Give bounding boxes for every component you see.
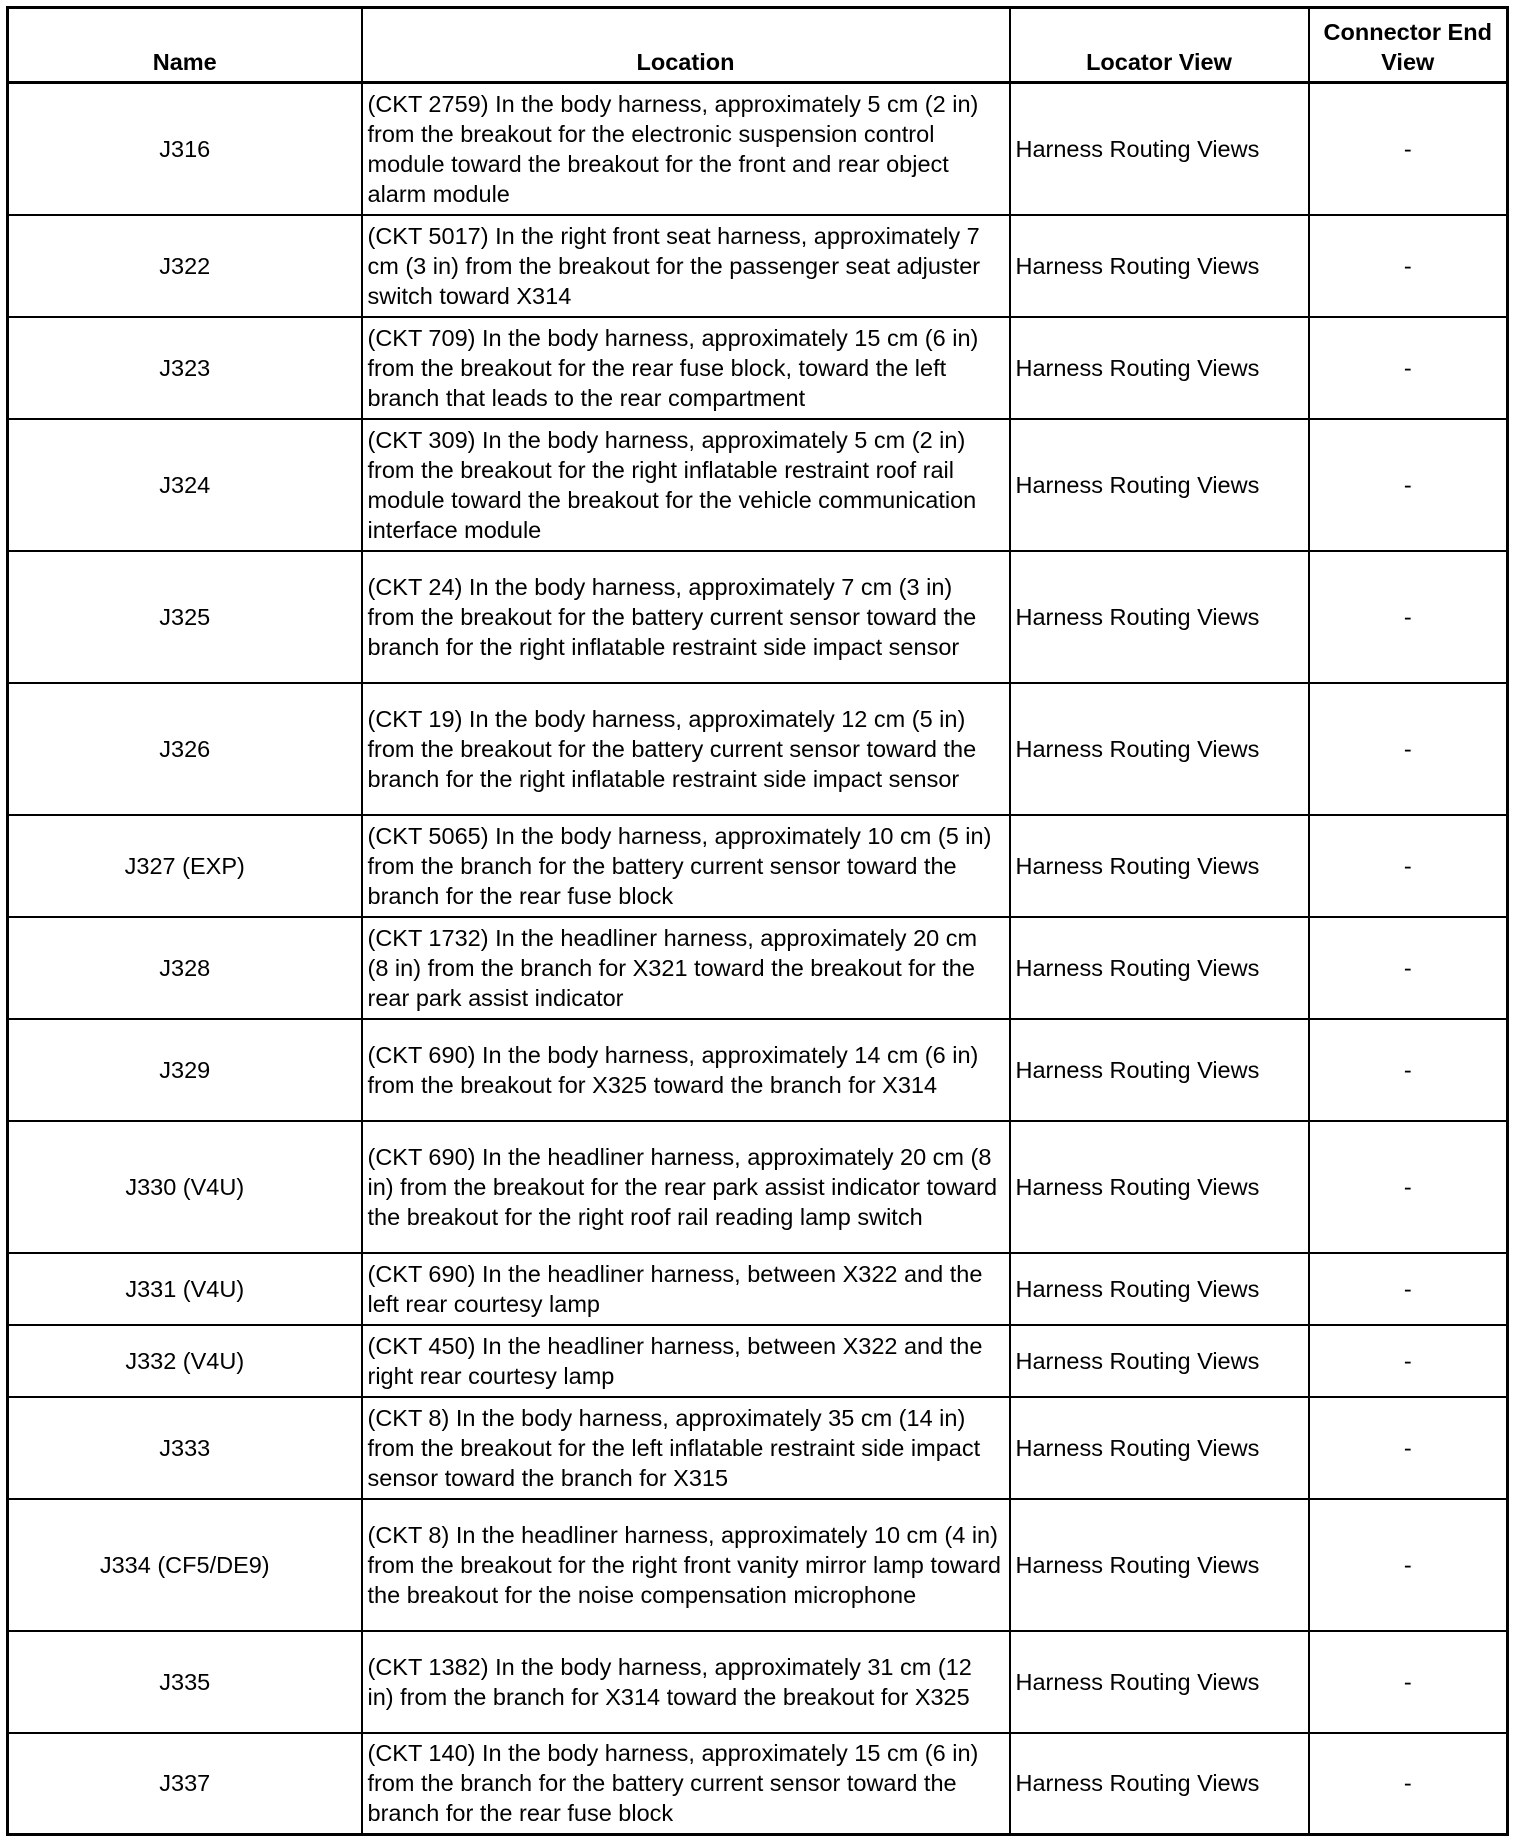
cell-locator-view: Harness Routing Views (1010, 1253, 1309, 1325)
splice-location-table-container (6, 6, 1508, 1836)
cell-locator-view: Harness Routing Views (1010, 215, 1309, 317)
cell-name: J332 (V4U) (8, 1325, 362, 1397)
cell-connector-end-view: - (1309, 215, 1508, 317)
cell-location: (CKT 709) In the body harness, approximately 15 cm (6 in) from the breakout for the rear fuse block, toward the left branch that leads to the rear compartment (362, 317, 1010, 419)
cell-locator-view: Harness Routing Views (1010, 1121, 1309, 1253)
cell-location: (CKT 1382) In the body harness, approximately 31 cm (12 in) from the branch for X314 toward the breakout for X325 (362, 1631, 1010, 1733)
header-locator-view: Locator View (1010, 8, 1309, 83)
cell-connector-end-view: - (1309, 83, 1508, 215)
cell-connector-end-view: - (1309, 1253, 1508, 1325)
cell-name: J326 (8, 683, 362, 815)
table-row (8, 683, 1508, 815)
cell-location: (CKT 8) In the body harness, approximately 35 cm (14 in) from the breakout for the left inflatable restraint side impact sensor toward the branch for X315 (362, 1397, 1010, 1499)
header-name: Name (8, 8, 362, 83)
cell-locator-view: Harness Routing Views (1010, 1397, 1309, 1499)
cell-location: (CKT 2759) In the body harness, approximately 5 cm (2 in) from the breakout for the electronic suspension control module toward the breakout for the front and rear object alarm module (362, 83, 1010, 215)
cell-location: (CKT 309) In the body harness, approximately 5 cm (2 in) from the breakout for the right inflatable restraint roof rail module toward the breakout for the vehicle communication interface module (362, 419, 1010, 551)
table-row (8, 83, 1508, 215)
cell-connector-end-view: - (1309, 1019, 1508, 1121)
cell-name: J335 (8, 1631, 362, 1733)
table-row (8, 419, 1508, 551)
cell-location: (CKT 5065) In the body harness, approximately 10 cm (5 in) from the branch for the battery current sensor toward the branch for the rear fuse block (362, 815, 1010, 917)
header-connector-end-view: Connector End View (1309, 8, 1508, 83)
cell-connector-end-view: - (1309, 815, 1508, 917)
cell-location: (CKT 140) In the body harness, approximately 15 cm (6 in) from the branch for the battery current sensor toward the branch for the rear fuse block (362, 1733, 1010, 1835)
cell-name: J324 (8, 419, 362, 551)
cell-locator-view: Harness Routing Views (1010, 1325, 1309, 1397)
table-row (8, 815, 1508, 917)
table-row (8, 1631, 1508, 1733)
cell-locator-view: Harness Routing Views (1010, 1631, 1309, 1733)
splice-location-table (6, 6, 1509, 1836)
table-row (8, 1325, 1508, 1397)
cell-locator-view: Harness Routing Views (1010, 1019, 1309, 1121)
cell-name: J316 (8, 83, 362, 215)
cell-connector-end-view: - (1309, 917, 1508, 1019)
cell-location: (CKT 24) In the body harness, approximately 7 cm (3 in) from the breakout for the battery current sensor toward the branch for the right inflatable restraint side impact sensor (362, 551, 1010, 683)
cell-location: (CKT 690) In the headliner harness, between X322 and the left rear courtesy lamp (362, 1253, 1010, 1325)
table-row (8, 317, 1508, 419)
cell-locator-view: Harness Routing Views (1010, 83, 1309, 215)
cell-location: (CKT 5017) In the right front seat harness, approximately 7 cm (3 in) from the breakout for the passenger seat adjuster switch toward X314 (362, 215, 1010, 317)
cell-connector-end-view: - (1309, 1499, 1508, 1631)
cell-name: J337 (8, 1733, 362, 1835)
header-location: Location (362, 8, 1010, 83)
table-row (8, 917, 1508, 1019)
cell-location: (CKT 19) In the body harness, approximately 12 cm (5 in) from the breakout for the battery current sensor toward the branch for the right inflatable restraint side impact sensor (362, 683, 1010, 815)
table-row (8, 1019, 1508, 1121)
cell-locator-view: Harness Routing Views (1010, 917, 1309, 1019)
cell-locator-view: Harness Routing Views (1010, 419, 1309, 551)
cell-location: (CKT 690) In the headliner harness, approximately 20 cm (8 in) from the breakout for the rear park assist indicator toward the breakout for the right roof rail reading lamp switch (362, 1121, 1010, 1253)
cell-location: (CKT 1732) In the headliner harness, approximately 20 cm (8 in) from the branch for X321 toward the breakout for the rear park assist indicator (362, 917, 1010, 1019)
cell-connector-end-view: - (1309, 317, 1508, 419)
cell-locator-view: Harness Routing Views (1010, 317, 1309, 419)
cell-connector-end-view: - (1309, 1733, 1508, 1835)
cell-name: J331 (V4U) (8, 1253, 362, 1325)
cell-location: (CKT 450) In the headliner harness, between X322 and the right rear courtesy lamp (362, 1325, 1010, 1397)
cell-name: J333 (8, 1397, 362, 1499)
cell-locator-view: Harness Routing Views (1010, 551, 1309, 683)
cell-locator-view: Harness Routing Views (1010, 815, 1309, 917)
table-row (8, 215, 1508, 317)
cell-connector-end-view: - (1309, 683, 1508, 815)
table-row (8, 1253, 1508, 1325)
cell-name: J328 (8, 917, 362, 1019)
cell-locator-view: Harness Routing Views (1010, 1733, 1309, 1835)
cell-connector-end-view: - (1309, 1631, 1508, 1733)
cell-name: J334 (CF5/DE9) (8, 1499, 362, 1631)
table-row (8, 1733, 1508, 1835)
table-row (8, 1397, 1508, 1499)
table-row (8, 1121, 1508, 1253)
cell-connector-end-view: - (1309, 419, 1508, 551)
cell-locator-view: Harness Routing Views (1010, 683, 1309, 815)
cell-name: J327 (EXP) (8, 815, 362, 917)
cell-name: J329 (8, 1019, 362, 1121)
header-row (8, 8, 1508, 83)
cell-connector-end-view: - (1309, 1121, 1508, 1253)
cell-location: (CKT 690) In the body harness, approximately 14 cm (6 in) from the breakout for X325 toward the branch for X314 (362, 1019, 1010, 1121)
cell-name: J330 (V4U) (8, 1121, 362, 1253)
table-row (8, 551, 1508, 683)
cell-name: J323 (8, 317, 362, 419)
table-row (8, 1499, 1508, 1631)
cell-locator-view: Harness Routing Views (1010, 1499, 1309, 1631)
cell-connector-end-view: - (1309, 551, 1508, 683)
cell-connector-end-view: - (1309, 1325, 1508, 1397)
cell-name: J322 (8, 215, 362, 317)
cell-name: J325 (8, 551, 362, 683)
cell-location: (CKT 8) In the headliner harness, approximately 10 cm (4 in) from the breakout for the right front vanity mirror lamp toward the breakout for the noise compensation microphone (362, 1499, 1010, 1631)
cell-connector-end-view: - (1309, 1397, 1508, 1499)
